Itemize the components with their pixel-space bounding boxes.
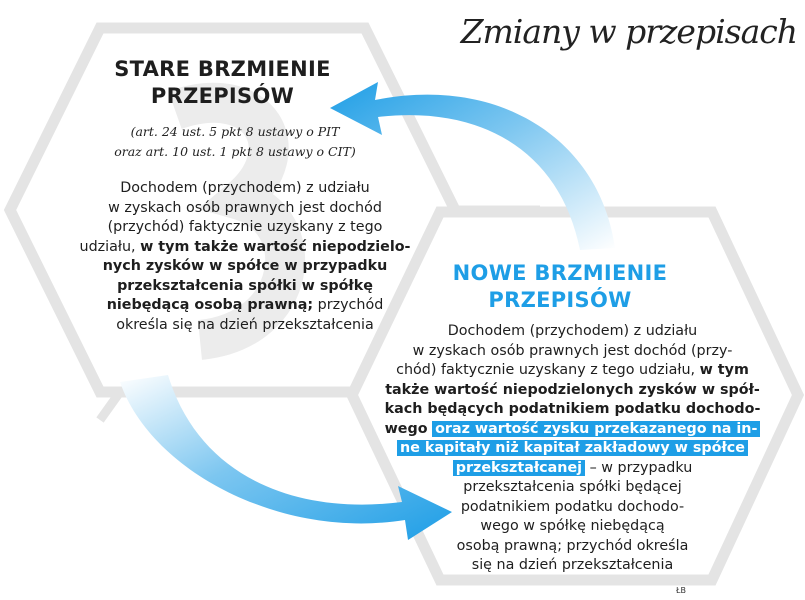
new-heading [430, 260, 690, 314]
text-line [360, 517, 785, 537]
new-heading-line: PRZEPISÓW [488, 288, 632, 312]
author-credit: ŁB [676, 586, 686, 595]
text-segment: przychód [313, 297, 384, 313]
bold-text: niebędącą osobą prawną; [106, 297, 314, 313]
text-line [360, 420, 785, 440]
text-segment: określa się na dzień przekształcenia [116, 316, 374, 333]
text-line [360, 439, 785, 459]
text-line [40, 257, 450, 277]
old-heading [95, 56, 350, 110]
text-segment: Dochodem (przychodem) z udziału [120, 180, 370, 196]
text-segment: osobą prawną; przychód określa [456, 537, 689, 554]
old-body-text [40, 179, 450, 335]
text-line [360, 342, 785, 362]
text-line [40, 179, 450, 199]
new-heading-line: NOWE BRZMIENIE [452, 261, 668, 285]
text-line [40, 199, 450, 219]
bold-text: nych zysków w spółce w przypadku [102, 258, 388, 274]
text-line [360, 322, 785, 342]
text-line [40, 277, 450, 297]
highlighted-text: oraz wartość zysku przekazanego na in- [432, 421, 760, 437]
text-segment: wego w spółkę niebędącą [480, 518, 665, 534]
bold-text: wego [384, 420, 428, 437]
text-segment: udziału, [79, 238, 141, 255]
old-heading-line: PRZEPISÓW [150, 84, 295, 108]
text-line [360, 537, 785, 557]
old-heading-line: STARE BRZMIENIE [114, 57, 331, 81]
text-line [360, 381, 785, 401]
text-segment: – w przypadku [585, 459, 693, 476]
new-body-text [360, 322, 785, 576]
text-segment: chód) faktycznie uzyskany z tego udziału, [396, 362, 700, 378]
text-segment: przekształcenia spółki będącej [463, 479, 682, 495]
text-segment: w zyskach osób prawnych jest dochód (przy- [412, 342, 733, 359]
text-segment: w zyskach osób prawnych jest dochód [108, 199, 382, 216]
text-segment: (przychód) faktycznie uzyskany z tego [107, 219, 383, 235]
old-legal-source [70, 122, 400, 162]
text-line [40, 296, 450, 316]
text-segment: podatnikiem podatku dochodo- [460, 498, 685, 515]
bold-text: kach będących podatnikiem podatku dochodo- [384, 401, 761, 417]
highlighted-text: przekształcanej [453, 460, 585, 476]
page-title: Zmiany w przepisach [460, 12, 797, 51]
text-line [360, 459, 785, 479]
text-segment: Dochodem (przychodem) z udziału [447, 323, 698, 339]
text-line [360, 400, 785, 420]
bold-text: przekształcenia spółki w spółkę [117, 277, 373, 294]
bold-text: także wartość niepodzielonych zysków w spół- [385, 381, 760, 398]
text-line [360, 361, 785, 381]
text-line [40, 238, 450, 258]
text-line [360, 498, 785, 518]
source-line: oraz art. 10 ust. 1 pkt 8 ustawy o CIT) [114, 144, 356, 159]
text-segment: się na dzień przekształcenia [471, 557, 674, 573]
bold-text: w tym [699, 362, 749, 378]
source-line: (art. 24 ust. 5 pkt 8 ustawy o PIT [130, 124, 340, 139]
text-line [360, 478, 785, 498]
bold-text: w tym także wartość niepodzielo- [140, 238, 411, 255]
text-line [40, 218, 450, 238]
highlighted-text: ne kapitały niż kapitał zakładowy w spółce [397, 440, 748, 456]
text-line [360, 556, 785, 576]
